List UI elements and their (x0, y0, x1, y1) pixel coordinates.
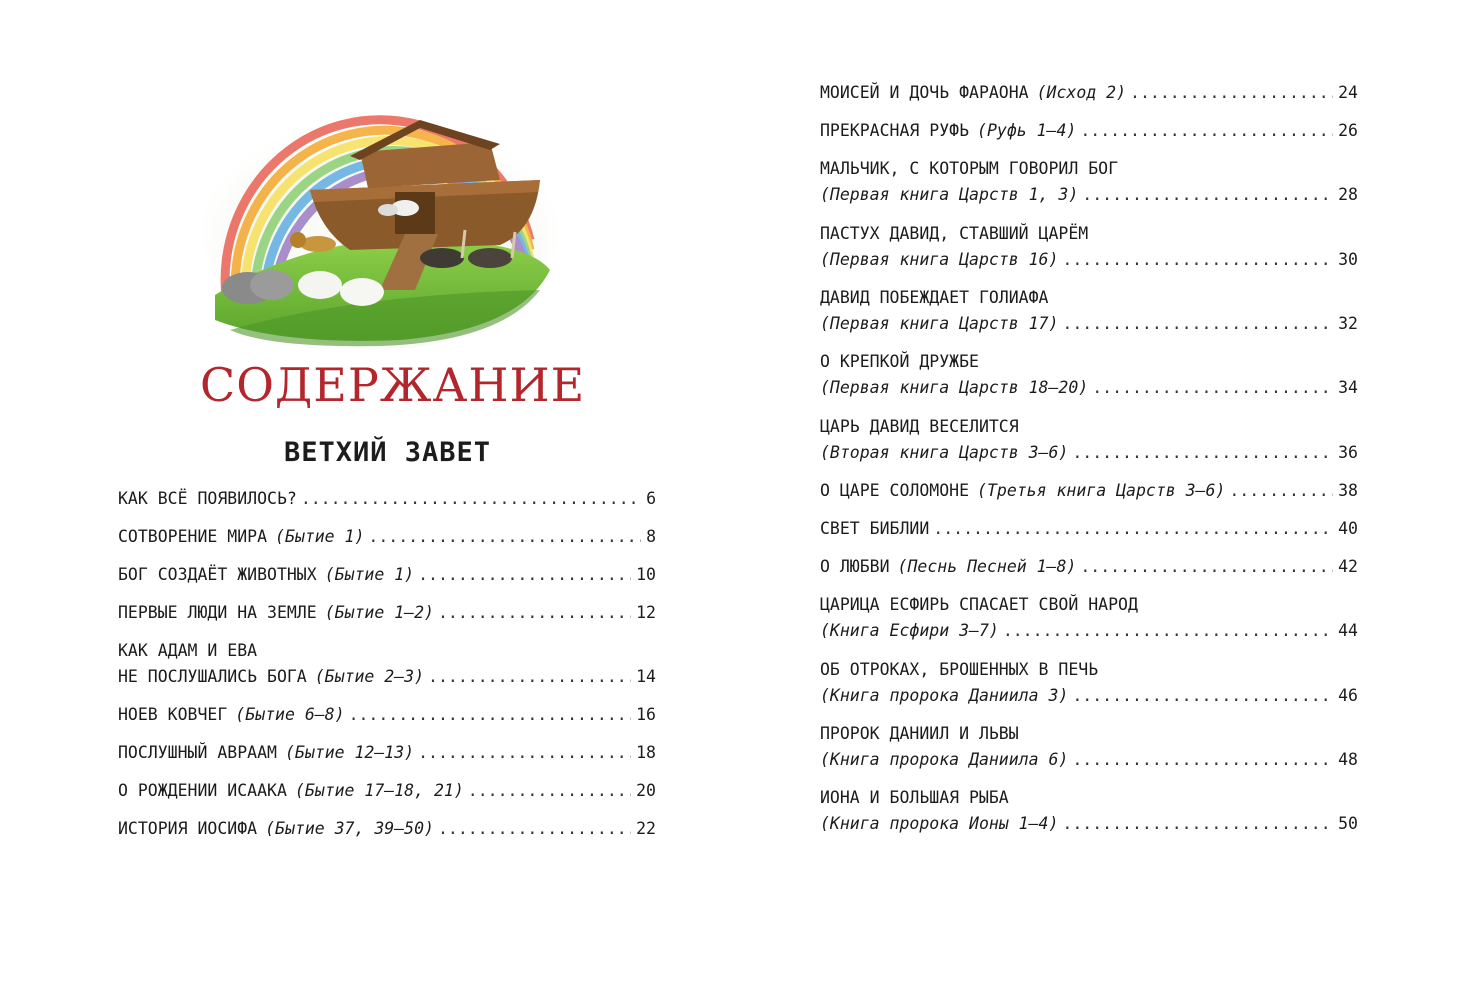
toc-entry-reference: (Бытие 1) (275, 527, 365, 546)
toc-entry-line (820, 118, 1358, 144)
toc-leader-dots (1072, 440, 1333, 466)
toc-leader-dots (1229, 478, 1333, 504)
toc-leader-dots (468, 778, 631, 804)
toc-entry-reference: (Книга Есфири 3–7) (820, 621, 999, 640)
toc-page-number: 30 (1338, 250, 1358, 269)
toc-entry[interactable] (820, 516, 1358, 542)
toc-entry-reference: (Бытие 37, 39–50) (265, 819, 434, 838)
toc-leader-dots (1092, 375, 1333, 401)
toc-entry[interactable] (820, 221, 1358, 273)
toc-entry-line (820, 440, 1358, 466)
toc-page-number: 14 (636, 667, 656, 686)
toc-page-number: 26 (1338, 121, 1358, 140)
toc-entry-reference: (Песнь Песней 1–8) (897, 557, 1077, 576)
toc-entry-title: О РОЖДЕНИИ ИСААКА (118, 781, 287, 800)
section-title: ВЕТХИЙ ЗАВЕТ (283, 437, 492, 468)
toc-entry-title-line (820, 156, 1358, 182)
toc-leader-dots (418, 740, 631, 766)
toc-entry-title-line (820, 657, 1358, 683)
toc-entry-line (820, 182, 1358, 208)
toc-page-number: 46 (1338, 686, 1358, 705)
toc-entry-title-line (820, 592, 1358, 618)
toc-page-number: 18 (636, 743, 656, 762)
toc-entry[interactable] (118, 638, 656, 690)
noah-ark-illustration (200, 80, 560, 355)
toc-leader-dots (933, 516, 1333, 542)
toc-entry[interactable] (118, 816, 656, 842)
toc-entry-reference: (Бытие 6–8) (235, 705, 345, 724)
toc-entry-line (820, 478, 1358, 504)
toc-entry[interactable] (820, 721, 1358, 773)
toc-entry[interactable] (820, 349, 1358, 401)
toc-leader-dots (1062, 311, 1333, 337)
toc-page-number: 20 (636, 781, 656, 800)
page-title: СОДЕРЖАНИЕ (200, 358, 586, 412)
toc-entry[interactable] (820, 657, 1358, 709)
toc-leader-dots (1062, 811, 1333, 837)
toc-entry-line (118, 562, 656, 588)
toc-leader-dots (428, 664, 631, 690)
toc-entry[interactable] (118, 740, 656, 766)
toc-entry-title-line (820, 414, 1358, 440)
toc-entry-title: ПОСЛУШНЫЙ АВРААМ (118, 743, 277, 762)
toc-entry-title: ЦАРИЦА ЕСФИРЬ СПАСАЕТ СВОЙ НАРОД (820, 595, 1138, 614)
toc-entry[interactable] (820, 554, 1358, 580)
toc-entry-title: СОТВОРЕНИЕ МИРА (118, 527, 268, 546)
toc-entry-title: КАК АДАМ И ЕВА (118, 641, 258, 660)
toc-entry-title: МОИСЕЙ И ДОЧЬ ФАРАОНА (820, 83, 1029, 102)
toc-entry-title: ПРОРОК ДАНИИЛ И ЛЬВЫ (820, 724, 1019, 743)
toc-page-number: 36 (1338, 443, 1358, 462)
toc-entry-line (820, 747, 1358, 773)
toc-page-number: 32 (1338, 314, 1358, 333)
toc-entry-line (118, 816, 656, 842)
toc-entry-title: ИСТОРИЯ ИОСИФА (118, 819, 258, 838)
toc-entry-title-line (820, 221, 1358, 247)
toc-entry-title: ИОНА И БОЛЬШАЯ РЫБА (820, 788, 1009, 807)
toc-entry-line (118, 664, 656, 690)
toc-entry-line (118, 486, 656, 512)
toc-entry-line (118, 600, 656, 626)
toc-entry[interactable] (820, 414, 1358, 466)
toc-entry-title-line (820, 349, 1358, 375)
toc-entry-line (820, 311, 1358, 337)
toc-leader-dots (1080, 118, 1333, 144)
toc-entry-title: НЕ ПОСЛУШАЛИСЬ БОГА (118, 667, 307, 686)
toc-entry-title: О ЦАРЕ СОЛОМОНЕ (820, 481, 970, 500)
toc-entry-title: ОБ ОТРОКАХ, БРОШЕННЫХ В ПЕЧЬ (820, 660, 1099, 679)
toc-entry-title-line (820, 285, 1358, 311)
toc-leader-dots (1082, 182, 1333, 208)
toc-entry-line (820, 683, 1358, 709)
toc-entry[interactable] (118, 486, 656, 512)
toc-entry-title: О КРЕПКОЙ ДРУЖБЕ (820, 352, 979, 371)
toc-page-number: 24 (1338, 83, 1358, 102)
toc-leader-dots (1072, 683, 1333, 709)
toc-entry[interactable] (820, 785, 1358, 837)
toc-entry-title-line (118, 638, 656, 664)
toc-entry[interactable] (118, 600, 656, 626)
toc-entry-reference: (Бытие 1–2) (324, 603, 434, 622)
toc-page-number: 40 (1338, 519, 1358, 538)
toc-entry-reference: (Книга пророка Даниила 6) (820, 750, 1069, 769)
toc-entry[interactable] (118, 778, 656, 804)
toc-leader-dots (418, 562, 631, 588)
toc-entry-reference: (Книга пророка Ионы 1–4) (820, 814, 1059, 833)
toc-leader-dots (1130, 80, 1333, 106)
toc-page-number: 10 (636, 565, 656, 584)
toc-page-number: 50 (1338, 814, 1358, 833)
toc-entry-line (118, 740, 656, 766)
toc-entry-line (820, 554, 1358, 580)
toc-page-number: 38 (1338, 481, 1358, 500)
toc-entry-title: ПРЕКРАСНАЯ РУФЬ (820, 121, 970, 140)
toc-entry-title: НОЕВ КОВЧЕГ (118, 705, 228, 724)
toc-entry-reference: (Третья книга Царств 3–6) (977, 481, 1226, 500)
toc-entry-reference: (Бытие 12–13) (284, 743, 415, 762)
toc-entry-reference: (Книга пророка Даниила 3) (820, 686, 1069, 705)
toc-leader-dots (301, 486, 641, 512)
toc-entry-title: ДАВИД ПОБЕЖДАЕТ ГОЛИАФА (820, 288, 1049, 307)
toc-entry[interactable] (820, 592, 1358, 644)
toc-leader-dots (438, 600, 631, 626)
toc-entry-reference: (Бытие 1) (324, 565, 415, 584)
toc-entry-reference: (Первая книга Царств 16) (820, 250, 1059, 269)
toc-entry-line (820, 516, 1358, 542)
toc-page-number: 12 (636, 603, 656, 622)
toc-entry-line (820, 375, 1358, 401)
toc-entry-reference: (Бытие 2–3) (314, 667, 425, 686)
toc-entry-reference: (Первая книга Царств 18–20) (820, 378, 1089, 397)
toc-page-number: 34 (1338, 378, 1358, 397)
toc-page-number: 6 (646, 489, 656, 508)
toc-entry-title: ЦАРЬ ДАВИД ВЕСЕЛИТСЯ (820, 417, 1019, 436)
toc-page-number: 8 (646, 527, 656, 546)
toc-entry-reference: (Бытие 17–18, 21) (294, 781, 464, 800)
toc-entry[interactable] (118, 524, 656, 550)
toc-entry-title: ПЕРВЫЕ ЛЮДИ НА ЗЕМЛЕ (118, 603, 317, 622)
toc-entry-reference: (Исход 2) (1036, 83, 1127, 102)
toc-leader-dots (1003, 618, 1333, 644)
toc-leader-dots (438, 816, 631, 842)
toc-entry-title: ПАСТУХ ДАВИД, СТАВШИЙ ЦАРЁМ (820, 224, 1089, 243)
toc-entry-title: БОГ СОЗДАЁТ ЖИВОТНЫХ (118, 565, 317, 584)
toc-entry-line (820, 618, 1358, 644)
toc-entry-line (118, 524, 656, 550)
toc-entry-title: СВЕТ БИБЛИИ (820, 519, 930, 538)
toc-page-number: 44 (1338, 621, 1358, 640)
toc-page-number: 42 (1338, 557, 1358, 576)
toc-entry[interactable] (118, 702, 656, 728)
toc-page-number: 22 (636, 819, 656, 838)
toc-page-number: 48 (1338, 750, 1358, 769)
toc-page-number: 16 (636, 705, 656, 724)
toc-entry-title: МАЛЬЧИК, С КОТОРЫМ ГОВОРИЛ БОГ (820, 159, 1119, 178)
toc-entry[interactable] (820, 156, 1358, 208)
toc-entry-line (118, 702, 656, 728)
toc-entry-line (820, 811, 1358, 837)
toc-entry-reference: (Первая книга Царств 17) (820, 314, 1059, 333)
toc-entry-line (118, 778, 656, 804)
toc-entry-line (820, 247, 1358, 273)
toc-entry-title: КАК ВСЁ ПОЯВИЛОСЬ? (118, 489, 297, 508)
toc-leader-dots (1080, 554, 1333, 580)
toc-entry-reference: (Первая книга Царств 1, 3) (820, 185, 1079, 204)
toc-entry[interactable] (820, 80, 1358, 106)
toc-entry-reference: (Руфь 1–4) (977, 121, 1077, 140)
toc-leader-dots (1072, 747, 1333, 773)
toc-entry[interactable] (118, 562, 656, 588)
toc-leader-dots (349, 702, 632, 728)
toc-entry-title-line (820, 721, 1358, 747)
toc-entry[interactable] (820, 285, 1358, 337)
toc-leader-dots (368, 524, 641, 550)
toc-entry[interactable] (820, 118, 1358, 144)
toc-page-number: 28 (1338, 185, 1358, 204)
toc-entry-title-line (820, 785, 1358, 811)
toc-entry-line (820, 80, 1358, 106)
toc-entry-title: О ЛЮБВИ (820, 557, 890, 576)
toc-leader-dots (1062, 247, 1333, 273)
toc-entry-reference: (Вторая книга Царств 3–6) (820, 443, 1069, 462)
toc-entry[interactable] (820, 478, 1358, 504)
